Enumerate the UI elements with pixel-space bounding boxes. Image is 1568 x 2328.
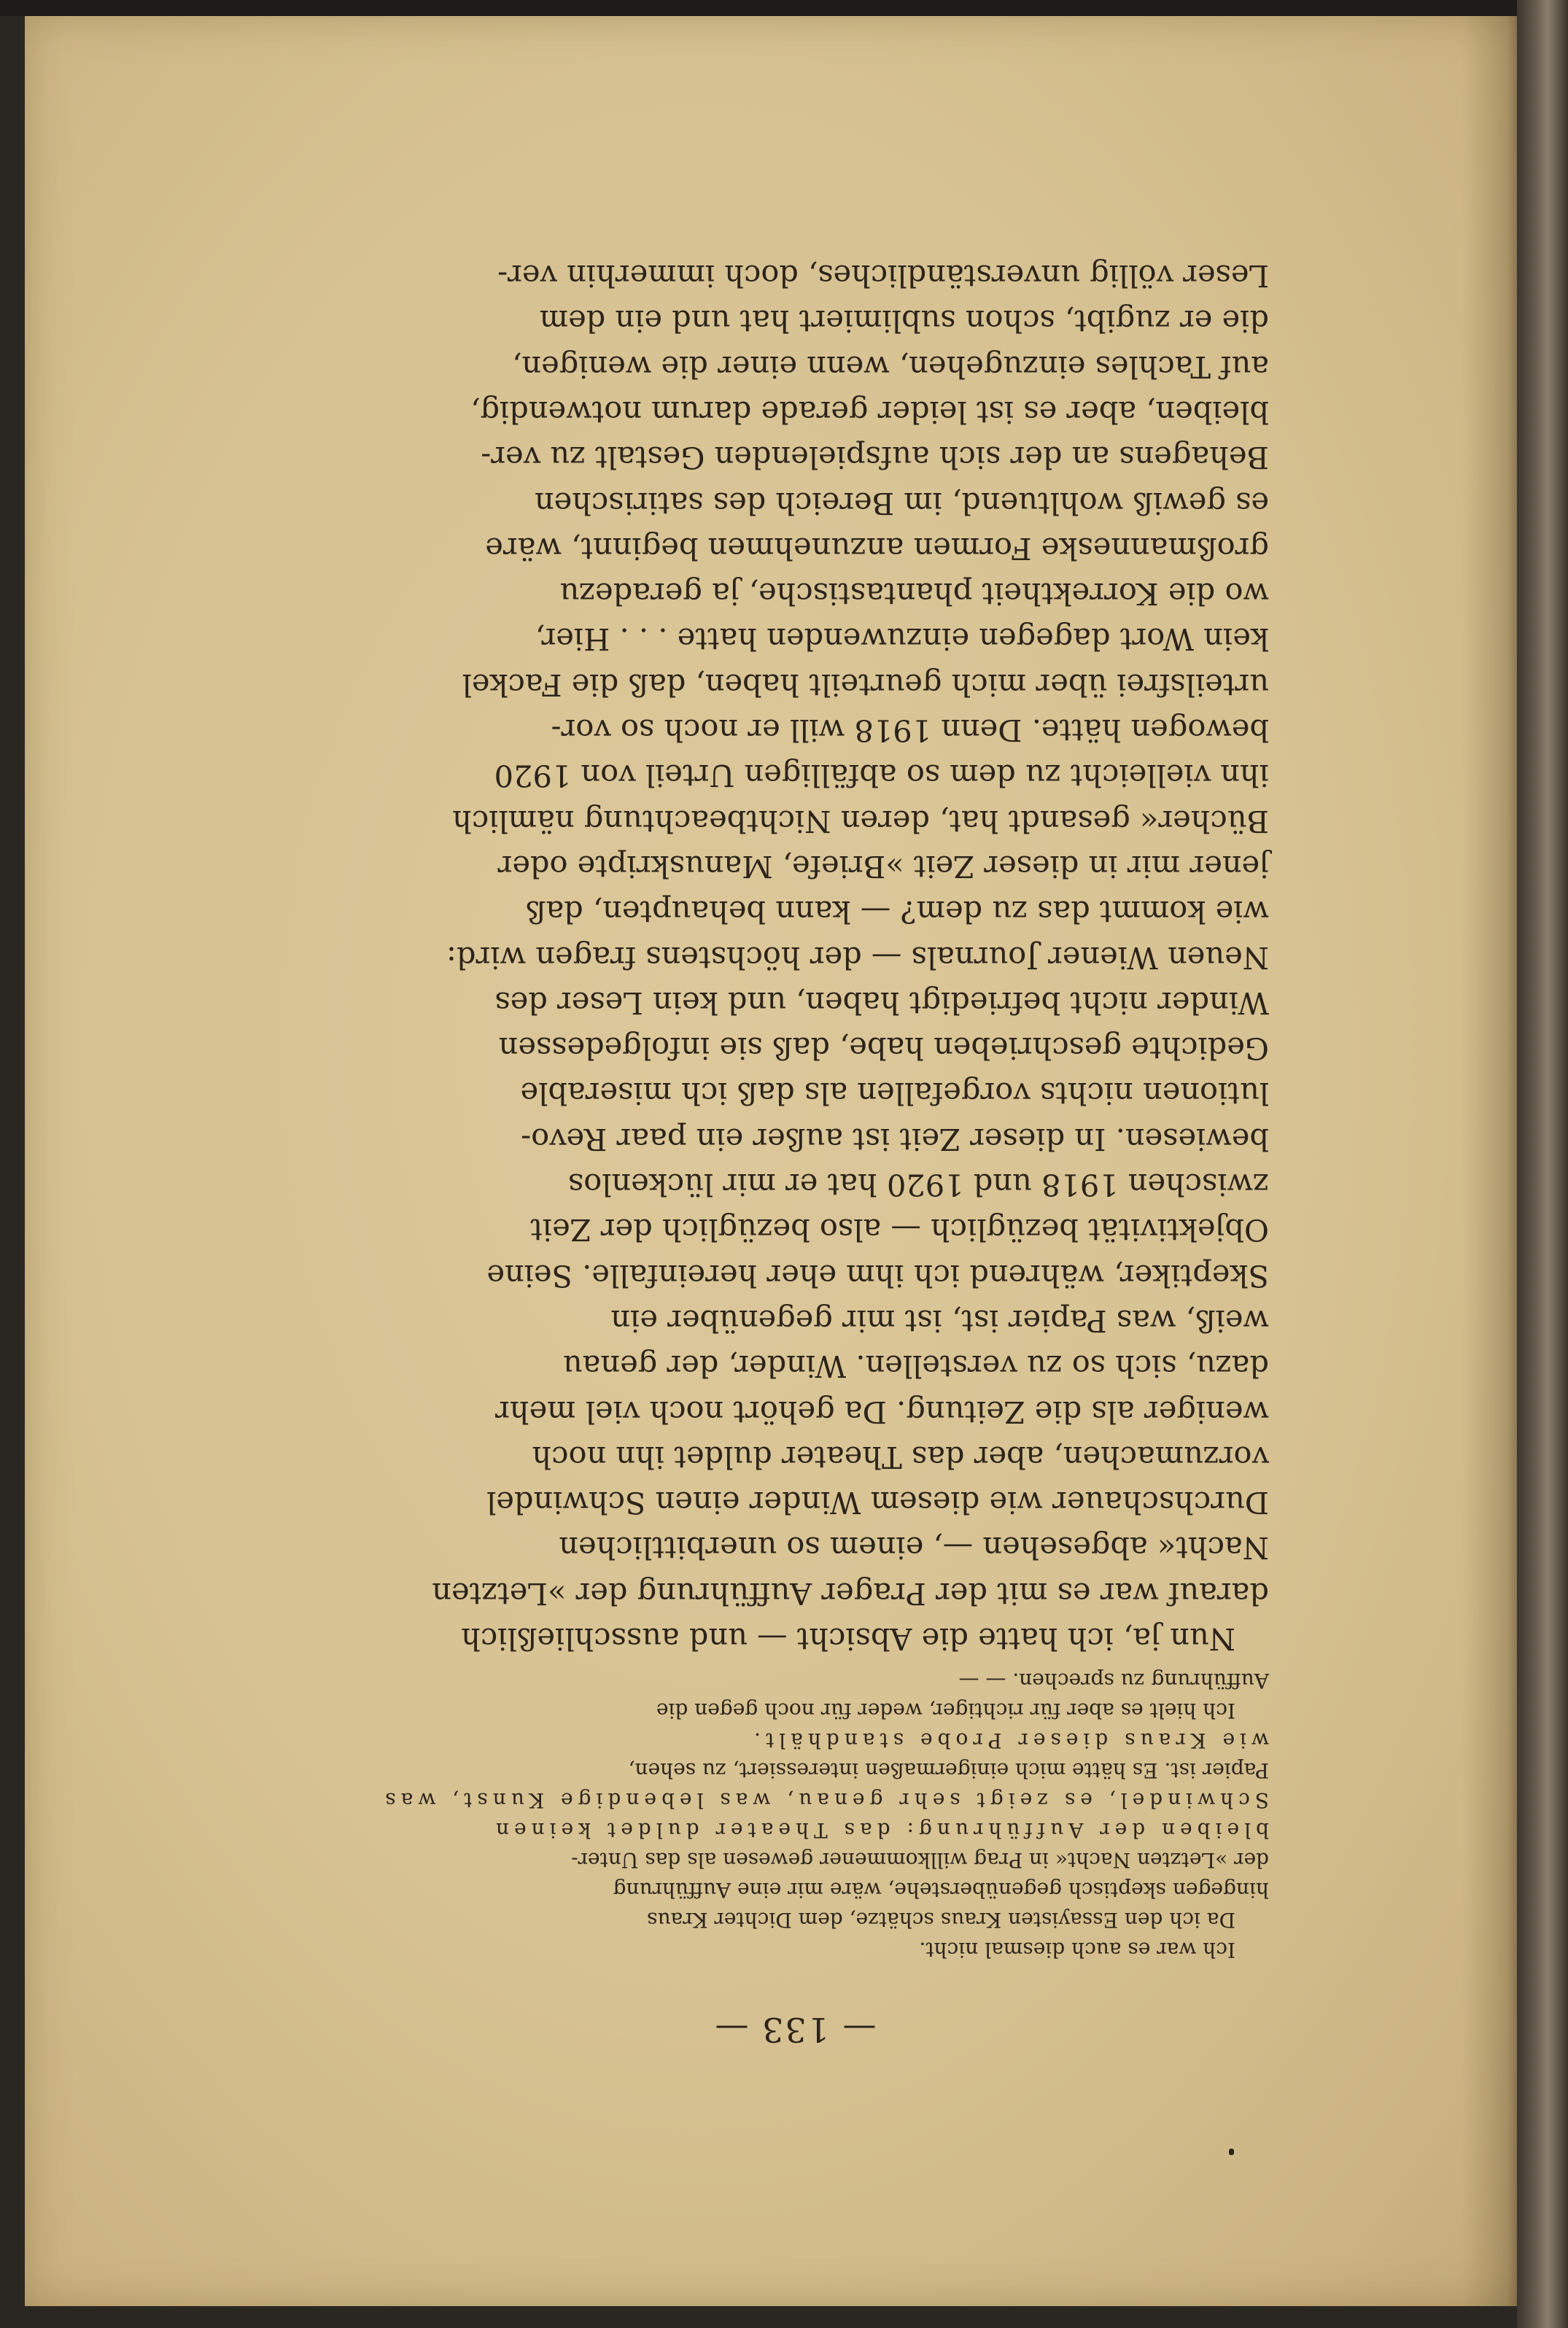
footnote-line: hingegen skeptisch gegenüberstehe, wäre mir eine Aufführung [613, 1878, 1269, 1902]
body-line: Objektivität bezüglich — also bezüglich der Zeit [530, 1212, 1269, 1249]
body-line: bewiesen. In dieser Zeit ist außer ein paar Revo- [521, 1121, 1269, 1157]
body-line: darauf war es mit der Prager Aufführung der »Letzten [432, 1575, 1269, 1612]
body-line: Nacht« abgesehen —, einem so unerbittlichen [559, 1530, 1269, 1567]
ink-speck [1229, 2149, 1234, 2155]
body-line: Leser völlig unverständliches, doch immerhin ver- [497, 258, 1269, 295]
book-edge [1517, 0, 1568, 2328]
body-line: ihn vielleicht zu dem so abfälligen Urteil von 1920 [494, 758, 1269, 794]
body-line: Skeptiker, während ich ihm eher hereinfalle. Seine [486, 1257, 1269, 1294]
body-line: Winder nicht befriedigt haben, und kein Leser des [494, 985, 1269, 1021]
body-line: zwischen 1918 und 1920 hat er mir lückenlos [567, 1167, 1269, 1203]
body-line: wo die Korrektheit phantastische, ja geradezu [559, 576, 1269, 613]
footnote-line: Da ich den Essayisten Kraus schätze, dem Dichter Kraus [647, 1908, 1235, 1932]
footnote-line: der »Letzten Nacht« in Prag willkommener gewesen als das Unter- [571, 1848, 1269, 1872]
body-line: Gedichte geschrieben habe, daß sie infolgedessen [498, 1031, 1269, 1067]
page-text-rotated [321, 253, 1269, 2049]
footnote-line: Ich hielt es aber für richtiger, weder für noch gegen die [656, 1699, 1235, 1723]
body-line: es gewiß wohltuend, im Bereich des satirischen [534, 485, 1269, 521]
body-line: Behagens an der sich aufspielenden Gestalt zu ver- [481, 440, 1269, 476]
body-line: Durchschauer wie diesem Winder einen Schwindel [486, 1485, 1269, 1521]
footnote-line: Schwindel, es zeigt sehr genau, was lebendige Kunst, was [380, 1788, 1269, 1812]
footnote-line: Papier ist. Es hätte mich einigermaßen interessiert, zu sehen, [628, 1758, 1269, 1782]
body-line: lutionen nichts vorgefallen als daß ich miserable [520, 1076, 1269, 1112]
body-line: wie kommt das zu dem? — kann behaupten, daß [525, 894, 1269, 931]
body-line: Nun ja, ich hatte die Absicht — und ausschließlich [461, 1621, 1235, 1657]
footnote [321, 1666, 1269, 1965]
footnote-line: Aufführung zu sprechen. — — [958, 1669, 1269, 1693]
body-line: weniger als die Zeitung. Da gehört noch viel mehr [495, 1394, 1269, 1430]
footnote-line: wie Kraus dieser Probe standhält. [749, 1728, 1269, 1753]
body-line: großmanneske Formen anzunehmen beginnt, wäre [485, 530, 1269, 567]
body-line: bleiben, aber es ist leider gerade darum notwendig, [470, 394, 1269, 430]
scan-top-edge [0, 0, 1568, 16]
body-line: bewogen hätte. Denn 1918 will er noch so vor- [551, 713, 1269, 749]
footnote-line: bleiben der Aufführung: das Theater duldet keinen [490, 1818, 1269, 1842]
body-line: Bücher« gesandt hat, deren Nichtbeachtung nämlich [452, 803, 1269, 839]
footnote-line: Ich war es auch diesmal nicht. [919, 1938, 1235, 1962]
body-line: vorzumachen, aber das Theater duldet ihn noch [532, 1439, 1269, 1475]
page-number: — 133 — [713, 2010, 877, 2049]
body-line: die er zugibt, schon sublimiert hat und ein dem [539, 303, 1269, 340]
body-line: weiß, was Papier ist, ist mir gegenüber ein [610, 1303, 1269, 1339]
body-line: jener mir in dieser Zeit »Briefe, Manuskripte oder [497, 848, 1269, 885]
body-line: Neuen Wiener Journals — der höchstens fragen wird: [446, 939, 1269, 976]
body-line: urteilsfrei über mich geurteilt haben, daß die Fackel [462, 667, 1269, 703]
body-line: dazu, sich so zu verstellen. Winder, der genau [562, 1349, 1269, 1385]
body-text [321, 253, 1269, 1661]
body-line: kein Wort dagegen einzuwenden hatte . . . Hier, [535, 621, 1269, 658]
body-line: auf Tachles einzugehen, wenn einer die wenigen, [512, 349, 1269, 385]
